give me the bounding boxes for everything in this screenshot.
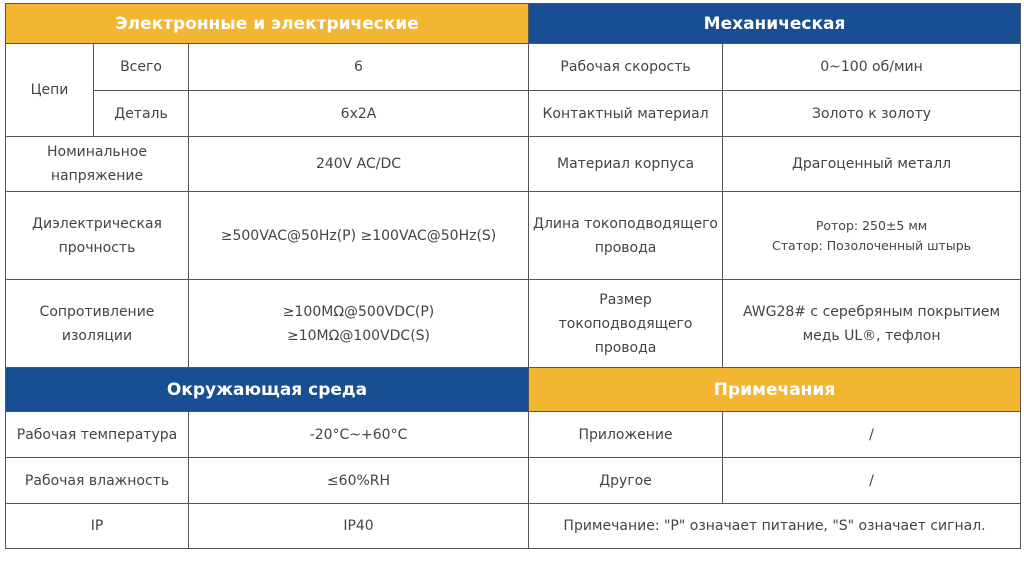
spec-table-container — [5, 3, 1021, 549]
header-notes: Примечания — [529, 368, 1021, 412]
dielectric-label: Диэлектрическая прочность — [6, 192, 189, 280]
table-row — [6, 504, 1021, 549]
lead-size-label: Размер токоподводящего провода — [529, 280, 723, 368]
insulation-label: Сопротивление изоляции — [6, 280, 189, 368]
header-electronic: Электронные и электрические — [6, 4, 529, 44]
insulation-value-signal: ≥10MΩ@100VDC(S) — [287, 327, 431, 344]
header-environment: Окружающая среда — [6, 368, 529, 412]
application-label: Приложение — [529, 412, 723, 458]
voltage-label: Номинальное напряжение — [6, 137, 189, 192]
insulation-value — [189, 280, 529, 368]
humidity-label: Рабочая влажность — [6, 458, 189, 504]
table-row — [6, 412, 1021, 458]
note-text: Примечание: "P" означает питание, "S" означает сигнал. — [529, 504, 1021, 549]
detail-value: 6x2A — [189, 91, 529, 137]
application-value: / — [723, 412, 1021, 458]
insulation-value-primary: ≥100MΩ@500VDC(P) — [282, 303, 435, 320]
housing-value: Драгоценный металл — [723, 137, 1021, 192]
table-row — [6, 280, 1021, 368]
header-row-2 — [6, 368, 1021, 412]
table-row — [6, 44, 1021, 91]
total-label: Всего — [94, 44, 189, 91]
spec-table — [5, 3, 1021, 549]
voltage-value: 240V AC/DC — [189, 137, 529, 192]
temp-label: Рабочая температура — [6, 412, 189, 458]
ip-label: IP — [6, 504, 189, 549]
table-row — [6, 458, 1021, 504]
lead-length-value — [723, 192, 1021, 280]
other-value: / — [723, 458, 1021, 504]
ip-value: IP40 — [189, 504, 529, 549]
detail-label: Деталь — [94, 91, 189, 137]
header-mechanical: Механическая — [529, 4, 1021, 44]
lead-size-value: AWG28# с серебряным покрытием медь UL®, тефлон — [723, 280, 1021, 368]
temp-value: -20°C~+60°C — [189, 412, 529, 458]
circuits-label: Цепи — [6, 44, 94, 137]
contact-value: Золото к золоту — [723, 91, 1021, 137]
dielectric-value: ≥500VAC@50Hz(P) ≥100VAC@50Hz(S) — [189, 192, 529, 280]
header-row-1 — [6, 4, 1021, 44]
humidity-value: ≤60%RH — [189, 458, 529, 504]
contact-label: Контактный материал — [529, 91, 723, 137]
lead-length-stator: Статор: Позолоченный штырь — [772, 237, 972, 253]
total-value: 6 — [189, 44, 529, 91]
housing-label: Материал корпуса — [529, 137, 723, 192]
table-row — [6, 91, 1021, 137]
speed-label: Рабочая скорость — [529, 44, 723, 91]
table-row — [6, 192, 1021, 280]
table-row — [6, 137, 1021, 192]
lead-length-rotor: Ротор: 250±5 мм — [815, 217, 928, 233]
speed-value: 0~100 об/мин — [723, 44, 1021, 91]
lead-length-label: Длина токоподводящего провода — [529, 192, 723, 280]
other-label: Другое — [529, 458, 723, 504]
